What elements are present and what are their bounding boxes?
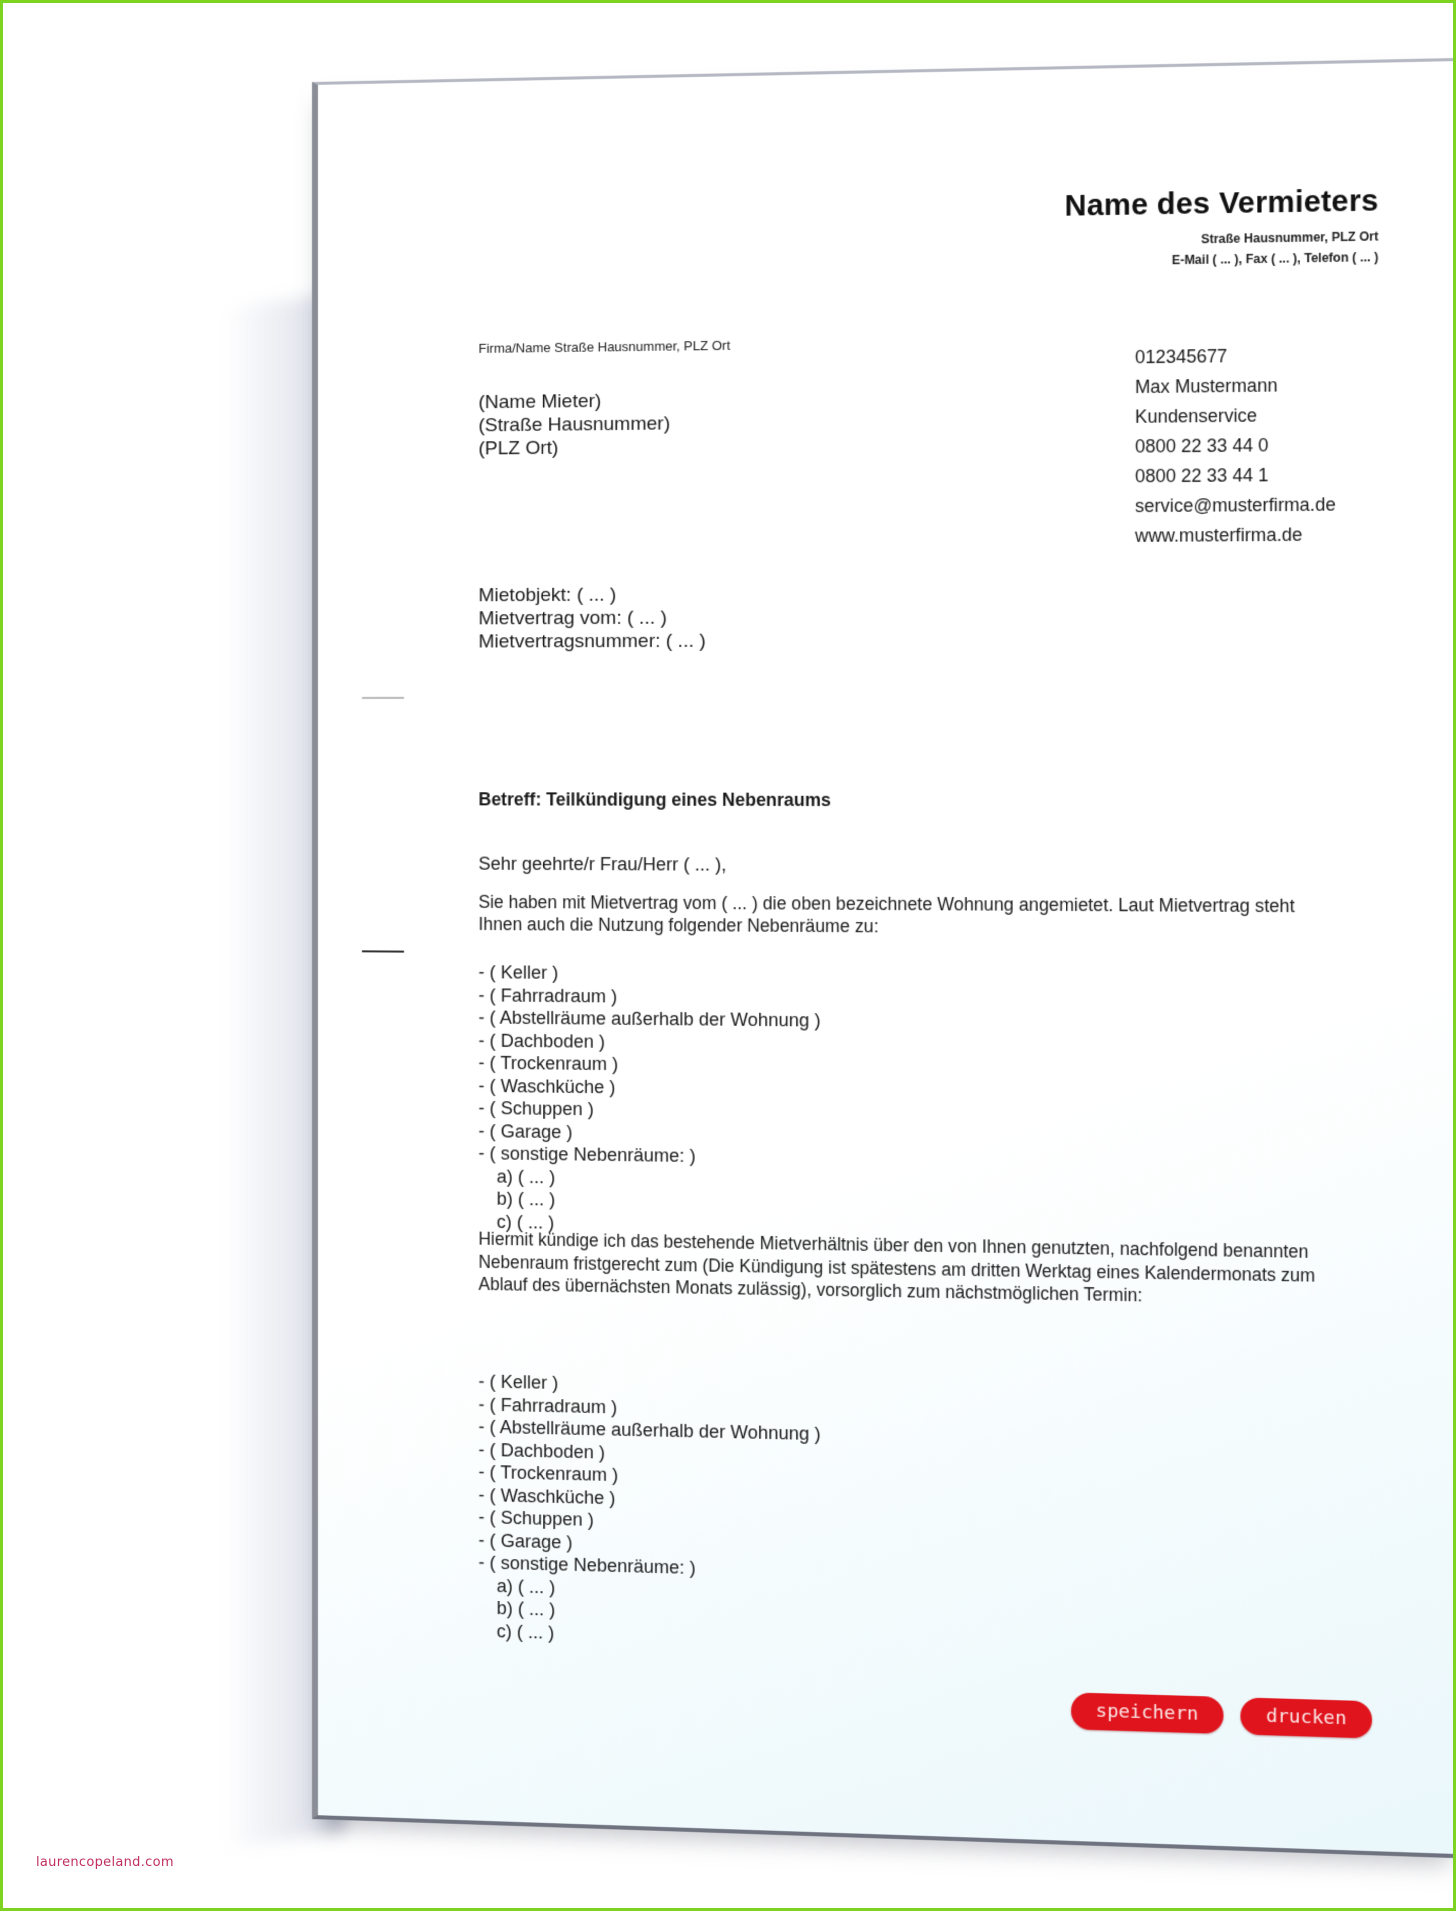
sender-letterhead (1065, 185, 1379, 269)
rental-references (478, 583, 705, 654)
letter-salutation: Sehr geehrte/r Frau/Herr ( ... ), (478, 853, 727, 875)
list-item: - ( Waschküche ) (478, 1075, 616, 1097)
list-subitem: a) ( ... ) (496, 1575, 556, 1598)
contract-date: Mietvertrag vom: ( ... ) (478, 607, 667, 630)
contact-website: www.musterfirma.de (1135, 524, 1303, 546)
document-page (312, 58, 1456, 1858)
list-item: - ( Abstellräume außerhalb der Wohnung ) (478, 1416, 821, 1445)
list-subitem: c) ( ... ) (496, 1620, 555, 1643)
save-button[interactable]: speichern (1071, 1692, 1224, 1734)
list-item: - ( Garage ) (478, 1529, 573, 1553)
current-rooms-list (478, 961, 820, 1238)
letter-subject: Betreff: Teilkündigung eines Nebenraums (478, 789, 832, 811)
contract-number: Mietvertragsnummer: ( ... ) (478, 630, 706, 653)
list-item: - ( sonstige Nebenräume: ) (478, 1143, 696, 1167)
list-item: - ( Garage ) (478, 1120, 573, 1142)
termination-paragraph: Hiermit kündige ich das bestehende Mietverhältnis über den von Ihnen genutzten, nachfolgend benannten Nebenraum fristgerecht zum (Die Kündigung ist spätestens am dritten Werktag eines Kalendermonats zum Ablauf des übernächsten Monats zulässig), vorsorglich zum nächstmöglichen Termin: (478, 1228, 1316, 1306)
list-item: - ( Schuppen ) (478, 1097, 594, 1120)
list-item: - ( Trockenraum ) (478, 1461, 619, 1486)
recipient-street: (Straße Hausnummer) (478, 413, 671, 437)
list-subitem: b) ( ... ) (496, 1597, 556, 1620)
sender-address: Straße Hausnummer, PLZ Ort (1200, 229, 1379, 247)
list-item: - ( Keller ) (478, 962, 559, 983)
list-item: - ( Abstellräume außerhalb der Wohnung ) (478, 1007, 821, 1031)
letter-intro-paragraph: Sie haben mit Mietvertrag vom ( ... ) die oben bezeichnete Wohnung angemietet. Laut Mietvertrag steht Ihnen auch die Nutzung folgender Nebenräume zu: (478, 891, 1295, 937)
recipient-address (478, 389, 670, 460)
contact-person: Max Mustermann (1135, 375, 1278, 398)
fold-mark-top (362, 697, 404, 699)
terminated-rooms-list (478, 1370, 820, 1651)
fold-mark-punch (362, 950, 404, 952)
print-button[interactable]: drucken (1241, 1697, 1372, 1738)
list-subitem: c) ( ... ) (496, 1211, 555, 1233)
contact-department: Kundenservice (1135, 405, 1258, 427)
list-item: - ( sonstige Nebenräume: ) (478, 1552, 696, 1579)
contact-fax: 0800 22 33 44 1 (1135, 464, 1269, 487)
list-subitem: a) ( ... ) (496, 1165, 556, 1187)
list-item: - ( Dachboden ) (478, 1439, 606, 1463)
contact-info-block (1135, 340, 1336, 551)
rental-object: Mietobjekt: ( ... ) (478, 584, 617, 607)
watermark-link[interactable]: laurencopeland.com (36, 1855, 174, 1870)
recipient-city: (PLZ Ort) (478, 437, 559, 460)
list-item: - ( Dachboden ) (478, 1030, 606, 1052)
sender-name: Name des Vermieters (1064, 184, 1379, 223)
list-item: - ( Waschküche ) (478, 1484, 616, 1508)
list-subitem: b) ( ... ) (496, 1188, 556, 1210)
sender-contact: E-Mail ( ... ), Fax ( ... ), Telefon ( ... ) (1171, 249, 1379, 268)
recipient-name: (Name Mieter) (478, 390, 602, 414)
list-item: - ( Fahrradraum ) (478, 1393, 618, 1417)
list-item: - ( Fahrradraum ) (478, 984, 618, 1007)
list-item: - ( Trockenraum ) (478, 1052, 619, 1075)
list-item: - ( Keller ) (478, 1371, 559, 1394)
contact-phone: 0800 22 33 44 0 (1135, 434, 1269, 457)
contact-email: service@musterfirma.de (1135, 494, 1336, 517)
return-address: Firma/Name Straße Hausnummer, PLZ Ort (478, 337, 731, 356)
document-actions (1071, 1692, 1372, 1738)
reference-number: 012345677 (1135, 345, 1228, 368)
list-item: - ( Schuppen ) (478, 1507, 594, 1530)
